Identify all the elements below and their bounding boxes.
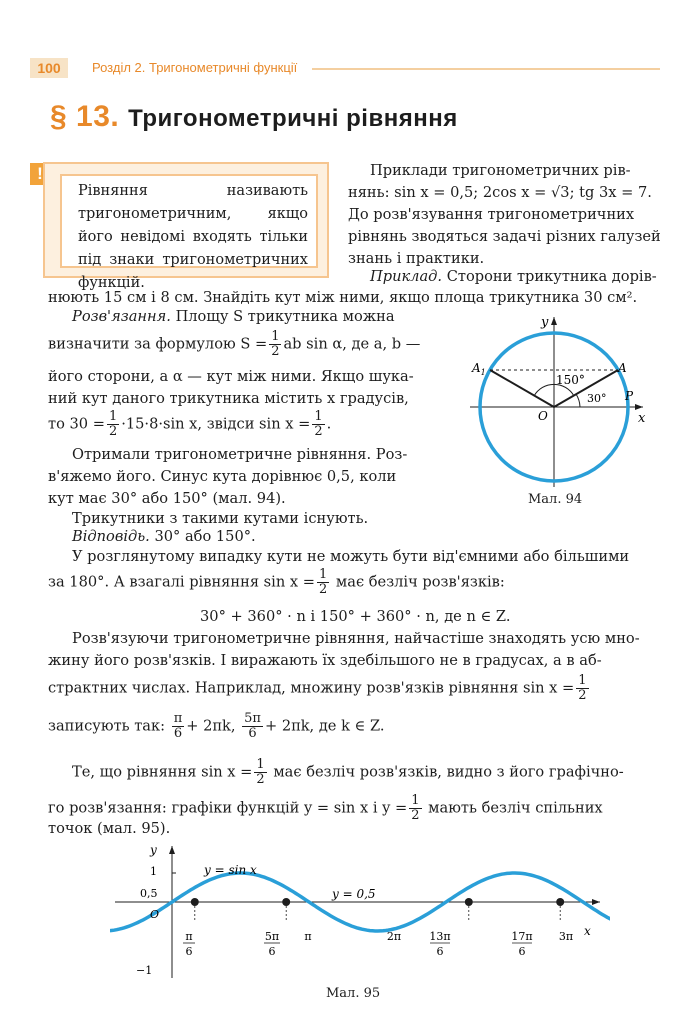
- fig94-y-label: y: [541, 315, 549, 330]
- fig94-a-label: A: [618, 361, 627, 375]
- intro-line: знань і практики.: [348, 250, 485, 267]
- body-line: записують так: $\frac{\pi}{6}$ + 2πk, $\frac{5\pi}{6}$ + 2πk, де k ∈ Z.: [48, 711, 385, 741]
- solution-set: 30° + 360° · n і 150° + 360° · n, де n ∈ Z.: [200, 608, 511, 625]
- solution-line: Отримали тригонометричне рівняння. Роз-: [72, 446, 408, 463]
- tick-13pi-6-den: 6: [436, 945, 444, 958]
- tick-17pi-6-num: 17π: [511, 930, 533, 943]
- tick-2pi: 2π: [386, 930, 402, 943]
- unit-circle-figure: [458, 312, 658, 492]
- tick-pi-6-num: π: [185, 930, 193, 943]
- angle-30-arc: [576, 394, 580, 407]
- fig95-x-label: x: [584, 924, 591, 938]
- intro-line: Приклади тригонометричних рів-: [370, 162, 631, 179]
- solution-line: кут має 30° або 150° (мал. 94).: [48, 490, 286, 507]
- line-label: y = 0,5: [332, 887, 376, 901]
- y-arrow-icon: [551, 317, 557, 325]
- fig95-y-label: y: [150, 843, 157, 857]
- x-tick-labels: [183, 930, 573, 958]
- tick-17pi-6-den: 6: [518, 945, 526, 958]
- section-title: Розділ 2. Тригонометричні функції: [92, 60, 298, 75]
- paragraph-number: § 13.: [50, 100, 120, 133]
- definition-text: Рівняння називають тригонометричним, якщо його невідомі входять тільки під знаки тригонометричних функцій.: [60, 174, 318, 268]
- intro-line: До розв'язування тригонометричних: [348, 206, 635, 223]
- example-line: Приклад. Сторони трикутника дорів-: [370, 268, 657, 285]
- body-line: Розв'язуючи тригонометричне рівняння, найчастіше знаходять усю мно-: [72, 630, 640, 647]
- radius-oa1: [490, 370, 554, 407]
- fig94-o-label: O: [538, 409, 548, 423]
- solution-line: в'яжемо його. Синус кута дорівнює 0,5, коли: [48, 468, 397, 485]
- tick-pi-6-den: 6: [185, 945, 193, 958]
- solution-line: то 30 = $\frac{1}{2}$ ·15·8·sin x, звідси sin x = $\frac{1}{2}$ .: [48, 409, 332, 439]
- header-rule: [312, 68, 660, 70]
- tick-5pi-6-den: 6: [268, 945, 276, 958]
- body-line: го розв'язання: графіки функцій y = sin x і y = $\frac{1}{2}$ мають безліч спільних: [48, 793, 603, 823]
- fig94-30-label: 30°: [587, 392, 607, 405]
- y-arrow-icon: [169, 846, 175, 854]
- body-line: страктних числах. Наприклад, множину розв'язків рівняння sin x = $\frac{1}{2}$: [48, 673, 587, 703]
- fig94-150-label: 150°: [556, 373, 585, 387]
- tick-13pi-6-num: 13π: [429, 930, 451, 943]
- solution-line: Розв'язання. Площу S трикутника можна: [72, 308, 395, 325]
- solution-line: ний кут даного трикутника містить x градусів,: [48, 390, 409, 407]
- sin-curve-label: y = sin x: [204, 863, 257, 877]
- intro-line: рівнянь зводяться задачі різних галузей: [348, 228, 661, 245]
- solution-line: визначити за формулою S = $\frac{1}{2}$ ab sin α, де a, b —: [48, 329, 421, 359]
- sine-graph-figure: [110, 838, 610, 988]
- body-line: У розглянутому випадку кути не можуть бути від'ємними або більшими: [72, 548, 630, 565]
- solution-line: Трикутники з такими кутами існують.: [72, 510, 369, 527]
- fig94-caption: Мал. 94: [528, 492, 583, 507]
- solution-line: його сторони, а α — кут між ними. Якщо шука-: [48, 368, 414, 385]
- body-line: Те, що рівняння sin x = $\frac{1}{2}$ має безліч розв'язків, видно з його графічно-: [72, 757, 624, 787]
- fig95-caption: Мал. 95: [326, 986, 381, 1001]
- body-line: жину його розв'язків. І виражають їх здебільшого не в градусах, а в аб-: [48, 652, 602, 669]
- fig95-half-label: 0,5: [140, 887, 158, 900]
- page-number: 100: [30, 58, 68, 78]
- tick-5pi-6-num: 5π: [264, 930, 280, 943]
- fig94-x-label: x: [638, 411, 646, 426]
- example-line: нюють 15 см і 8 см. Знайдіть кут між ними, якщо площа трикутника 30 см².: [48, 289, 638, 306]
- fig94-p-label: P: [625, 389, 634, 403]
- page-title: [50, 100, 458, 134]
- x-arrow-icon: [592, 899, 600, 905]
- body-line: за 180°. А взагалі рівняння sin x = $\frac{1}{2}$ має безліч розв'язків:: [48, 567, 505, 597]
- tick-3pi: 3π: [558, 930, 574, 943]
- fig94-a1-label: $A_1$: [472, 361, 486, 377]
- answer-line: Відповідь. 30° або 150°.: [72, 528, 256, 545]
- exclamation-icon: !: [30, 163, 50, 185]
- fig95-one-label: 1: [150, 865, 157, 878]
- fig95-minus-one-label: −1: [136, 964, 153, 977]
- body-line: точок (мал. 95).: [48, 820, 171, 837]
- paragraph-title: Тригонометричні рівняння: [128, 105, 458, 132]
- tick-pi: π: [304, 930, 312, 943]
- fig95-o-label: O: [150, 908, 160, 921]
- intro-line: нянь: sin x = 0,5; 2cos x = √3; tg 3x = 7.: [348, 184, 652, 201]
- x-arrow-icon: [635, 404, 643, 410]
